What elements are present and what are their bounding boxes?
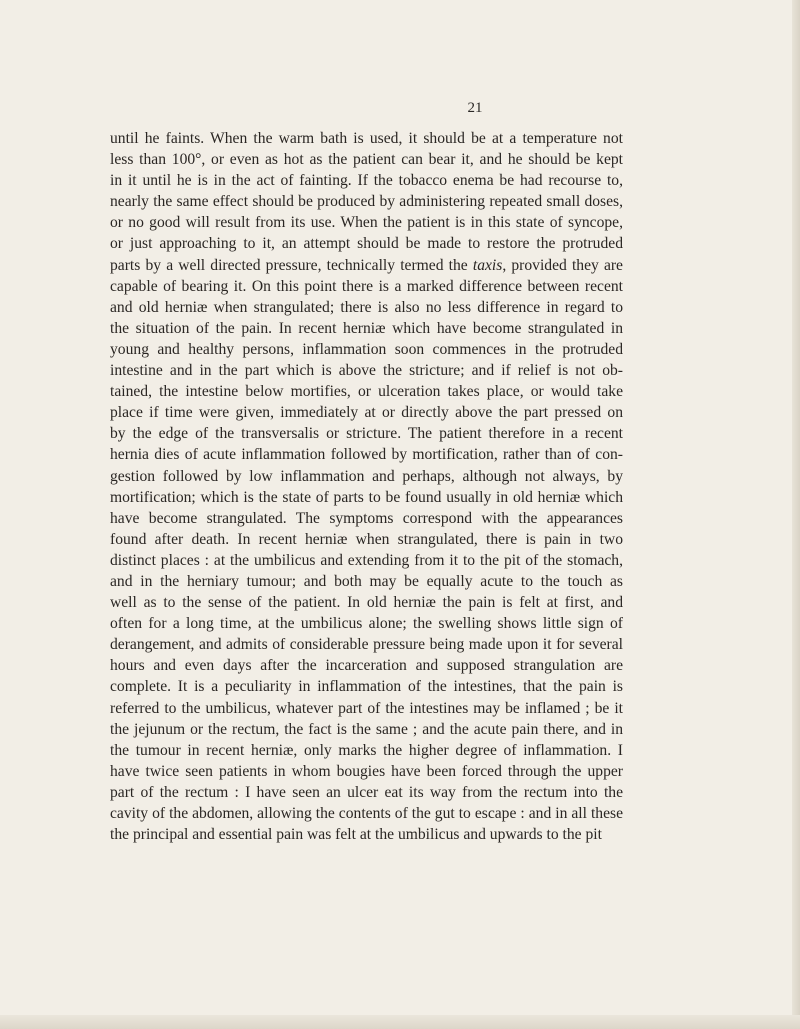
- text-line: or just approaching to it, an attempt should be made to restore the protruded: [110, 235, 623, 253]
- text-line: cavity of the abdomen, allowing the contents of the gut to escape : and in all these: [110, 805, 623, 822]
- text-line: until he faints. When the warm bath is used, it should be at a temperature not: [110, 130, 623, 147]
- text-line: capable of bearing it. On this point there is a marked difference between recent: [110, 277, 623, 295]
- text-line: nearly the same effect should be produced by administering repeated small doses,: [110, 193, 623, 211]
- text-line: parts by a well directed pressure, technically termed the taxis, provided they are: [110, 256, 623, 274]
- text-line: distinct places : at the umbilicus and extending from it to the pit of the stomach,: [110, 551, 623, 569]
- page-edge-right: [792, 0, 800, 1029]
- text-line: less than 100°, or even as hot as the patient can bear it, and he should be kept: [110, 151, 623, 169]
- text-line: have become strangulated. The symptoms correspond with the appearances: [110, 509, 623, 527]
- page-number: 21: [467, 100, 483, 116]
- text-line: referred to the umbilicus, whatever part of the intestines may be inflamed ; be it: [110, 699, 623, 717]
- text-line: tained, the intestine below mortifies, or ulceration takes place, or would take: [110, 383, 623, 401]
- text-line: well as to the sense of the patient. In old herniæ the pain is felt at first, and: [110, 594, 623, 612]
- text-line: complete. It is a peculiarity in inflammation of the intestines, that the pain is: [110, 678, 623, 696]
- text-line: hernia dies of acute inflammation followed by mortification, rather than of con-: [110, 446, 623, 464]
- text-line: or no good will result from its use. When the patient is in this state of syncope,: [110, 214, 623, 232]
- text-line: mortification; which is the state of parts to be found usually in old herniæ which: [110, 488, 623, 506]
- text-line: derangement, and admits of considerable pressure being made upon it for several: [110, 636, 623, 654]
- text-line: gestion followed by low inflammation and perhaps, although not always, by: [110, 467, 623, 485]
- text-line: the jejunum or the rectum, the fact is the same ; and the acute pain there, and in: [110, 720, 623, 738]
- page-edge-bottom: [0, 1015, 800, 1029]
- text-line: place if time were given, immediately at or directly above the part pressed on: [110, 404, 623, 422]
- text-line: and in the herniary tumour; and both may be equally acute to the touch as: [110, 572, 623, 590]
- text-line: the principal and essential pain was felt at the umbilicus and upwards to the pit: [110, 826, 602, 844]
- text-line: the situation of the pain. In recent herniæ which have become strangulated in: [110, 319, 623, 337]
- text-line: found after death. In recent herniæ when strangulated, there is pain in two: [110, 530, 623, 548]
- text-line: young and healthy persons, inflammation soon commences in the protruded: [110, 340, 623, 358]
- text-line: the tumour in recent herniæ, only marks the higher degree of inflammation. I: [110, 741, 623, 759]
- text-line: often for a long time, at the umbilicus alone; the swelling shows little sign of: [110, 615, 623, 633]
- text-line: part of the rectum : I have seen an ulcer eat its way from the rectum into the: [110, 783, 623, 801]
- text-line: and old herniæ when strangulated; there is also no less difference in regard to: [110, 298, 623, 316]
- italic-term: taxis: [472, 256, 503, 274]
- text-line: intestine and in the part which is above the stricture; and if relief is not ob-: [110, 362, 623, 380]
- text-line: have twice seen patients in whom bougies have been forced through the upper: [110, 762, 623, 780]
- text-line: by the edge of the transversalis or stricture. The patient therefore in a recent: [110, 425, 623, 443]
- text-line: in it until he is in the act of fainting. If the tobacco enema be had recourse to,: [110, 172, 623, 190]
- text-line: hours and even days after the incarceration and supposed strangulation are: [110, 657, 623, 675]
- body-text: [110, 128, 790, 845]
